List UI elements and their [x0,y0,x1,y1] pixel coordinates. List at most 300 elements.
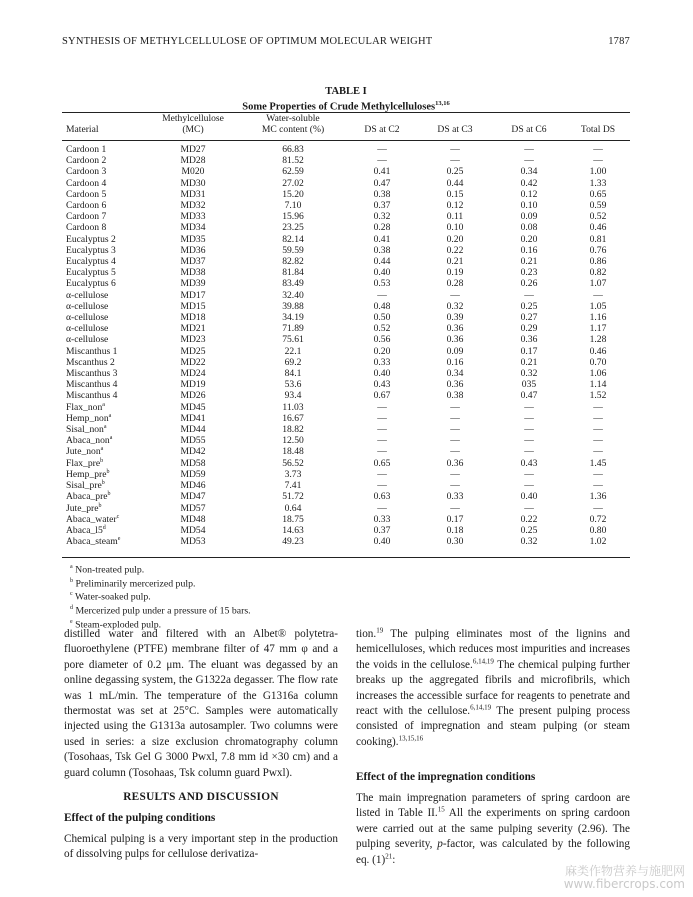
cell-material: Abaca_non$^a$ [66,435,113,447]
footnote-mark: a [109,435,113,442]
cell-c2: — [377,289,387,301]
cell-material: Flax_non$^a$ [66,401,105,413]
cell-c6: 0.17 [520,345,538,357]
cell-c2: 0.33 [373,513,391,525]
cell-material: Cardoon 1 [66,144,107,155]
cell-total: — [593,435,603,447]
cell-mc: MD22 [180,356,206,368]
cell-mc: MD48 [180,513,206,525]
table-row [62,469,630,480]
cell-total: 1.07 [589,278,607,290]
cell-total: 1.16 [589,312,607,324]
table-label: TABLE I [325,86,367,97]
cell-mc: MD17 [180,289,206,301]
cell-ws: 82.14 [282,233,304,245]
table-caption: Some Properties of Crude Methylcelluloses [242,101,436,113]
cell-c2: 0.41 [373,233,391,245]
cell-total: 1.17 [589,323,607,335]
cell-c2: 0.40 [373,267,391,279]
footnote-mark: b [101,479,105,486]
cell-ws: 14.63 [282,524,304,536]
cell-ws: 84.1 [284,368,302,380]
cell-c2: 0.37 [373,200,391,212]
cell-c6: 0.43 [520,457,538,469]
left-paragraph-1: distilled water and filtered with an Albet® polytetra-fluoroethylene (PTFE) membrane filter of 47 mm φ and a pore diameter of 0.2 μm. The eluant was degassed by an online degassing system, the G1322a degasser. The flow rate was 1 mL/min. The temperature of the G1316a column thermostat was set at 25°C. Samples were automatically injected using the G1313a autosampler. Two columns were used in series: a size exclusion chromatography column (Tosohaas, Tsk Gel G 3000 Pwxl, 7.8 mm id ×30 cm) and a guard column (Tosohaas, Tsk column guard Pwxl). [64,628,338,779]
cell-mc: MD59 [180,468,206,480]
table-row [62,234,630,245]
cell-total: 0.65 [589,188,607,200]
left-column-bottom [64,832,338,863]
footnote-mark: a [102,401,105,408]
cell-mc: MD24 [180,368,206,380]
cell-mc: MD27 [180,144,206,155]
cell-c2: 0.28 [373,222,391,234]
cell-ws: 53.6 [284,379,302,391]
cell-c6: 0.34 [520,166,538,178]
cell-c6: 035 [521,379,537,391]
cell-mc: MD26 [180,390,206,402]
cell-total: — [593,424,603,436]
table-row [62,446,630,457]
cell-ws: 15.20 [282,188,304,200]
watermark-line-2: www.fibercrops.com [563,877,685,891]
footnote: $^e$ Steam-exploded pulp. [70,618,162,630]
cell-c6: 0.21 [520,256,538,268]
cell-ws: 11.03 [282,401,304,413]
cell-total: 0.81 [589,233,607,245]
cell-mc: MD41 [180,412,206,424]
table-row [62,458,630,469]
cell-material: Abaca_pre$^b$ [66,491,111,503]
cell-mc: MD28 [180,155,206,167]
table-row [62,402,630,413]
footnote-mark: e [117,535,121,542]
footnote: $^c$ Water-soaked pulp. [70,591,151,603]
cell-c2: — [377,468,387,480]
cell-c3: 0.19 [446,267,464,279]
cell-c2: 0.41 [373,166,391,178]
cell-ws: 69.2 [284,356,302,368]
cell-c6: — [524,435,534,447]
cell-ws: 81.52 [282,155,304,167]
cell-material: Jute_pre$^b$ [66,502,102,514]
cell-c6: 0.32 [520,536,538,548]
cell-c3: 0.18 [446,524,464,536]
footnote-mark: a [103,423,107,430]
cell-material: Cardoon 3 [66,166,107,178]
table-row [62,536,630,547]
footnote-mark: b [98,502,102,509]
footnote-mark: b [107,491,111,498]
table-row [62,301,630,312]
cell-material: Cardoon 5 [66,188,107,200]
cell-total: — [593,502,603,514]
cell-c2: 0.40 [373,536,391,548]
cell-total: 0.46 [589,222,607,234]
cell-c6: 0.20 [520,233,538,245]
cell-mc: MD32 [180,200,206,212]
table-caption-refs: 13,16 [435,100,450,107]
cell-material: Abaca_l5$^d$ [66,524,106,536]
cell-c6: 0.23 [520,267,538,279]
cell-material: Hemp_pre$^b$ [66,468,110,480]
footnote: $^a$ Non-treated pulp. [70,564,145,576]
cell-total: 1.02 [589,536,607,548]
cell-ws: 18.48 [282,446,304,458]
col-header-ds-c2: DS at C2 [364,123,400,135]
cell-total: 0.80 [589,524,607,536]
cell-c3: 0.34 [446,368,464,380]
table-bottom-rule [62,557,630,558]
cell-c3: 0.16 [446,356,464,368]
cell-c6: — [524,480,534,492]
footnote-mark: b [106,468,110,475]
cell-mc: MD34 [180,222,206,234]
cell-ws: 34.19 [282,312,304,324]
table-row [62,323,630,334]
cell-material: α-cellulose [66,312,109,324]
cell-total: 0.70 [589,356,607,368]
cell-c2: 0.38 [373,188,391,200]
cell-c3: 0.28 [446,278,464,290]
cell-c2: — [377,424,387,436]
cell-mc: MD33 [180,211,206,223]
cell-c2: 0.44 [373,256,391,268]
cell-c2: 0.52 [373,323,391,335]
cell-c3: 0.30 [446,536,464,548]
table-row [62,245,630,256]
footnote-mark: a [108,412,112,419]
watermark-line-1: 麻类作物营养与施肥网 [564,864,685,878]
cell-c6: — [524,424,534,436]
cell-mc: MD38 [180,267,206,279]
cell-ws: 83.49 [282,278,304,290]
cell-c2: 0.67 [373,390,391,402]
cell-ws: 22.1 [284,345,302,357]
cell-total: 0.76 [589,244,607,256]
right-paragraph-1: tion.$^{19}$ The pulping eliminates most of the lignins and hemicelluloses, which reduces most impurities and increases the voids in the cellulose.$^{6,14,19}$ The chemical pulping further breaks up the aggregated fibrils and microfibrils, which increases the accessible surface for reagents to penetrate and react with the cellulose.$^{6,14,19}$ The present pulping process consisted of impregnation and steam pulping (or steam cooking).$^{13,15,16}$ [356,626,630,748]
cell-mc: MD54 [180,524,206,536]
table-row [62,480,630,491]
cell-mc: MD39 [180,278,206,290]
cell-c6: — [524,289,534,301]
table-row [62,390,630,401]
table-row [62,525,630,536]
cell-c3: — [450,401,460,413]
cell-total: 1.45 [589,457,607,469]
footnote-mark: d [102,524,106,531]
cell-c6: 0.25 [520,300,538,312]
cell-total: — [593,289,603,301]
cell-ws: 18.82 [282,424,304,436]
cell-ws: 0.64 [284,502,302,514]
table-row [62,334,630,345]
cell-total: 1.33 [589,177,607,189]
cell-c6: — [524,412,534,424]
cell-c3: 0.11 [446,211,464,223]
cell-mc: M020 [181,166,205,178]
cell-c3: 0.32 [446,300,464,312]
col-header-ds-c6: DS at C6 [511,123,547,135]
cell-c3: 0.22 [446,244,464,256]
cell-total: — [593,446,603,458]
left-column-text [64,627,338,781]
cell-material: Eucalyptus 5 [66,267,116,279]
cell-c6: 0.32 [520,368,538,380]
cell-ws: 51.72 [282,491,304,503]
table-row [62,189,630,200]
cell-material: α-cellulose [66,323,109,335]
cell-ws: 75.61 [282,334,304,346]
cell-c3: — [450,155,460,167]
cell-c6: 0.16 [520,244,538,256]
cell-mc: MD44 [180,424,206,436]
cell-c3: — [450,289,460,301]
table-row [62,256,630,267]
cell-material: Miscanthus 4 [66,390,118,402]
cell-material: Cardoon 6 [66,200,107,212]
table-row [62,379,630,390]
cell-c6: — [524,502,534,514]
cell-c6: 0.09 [520,211,538,223]
cell-total: 0.82 [589,267,607,279]
cell-total: 0.46 [589,345,607,357]
cell-c2: 0.43 [373,379,391,391]
cell-ws: 23.25 [282,222,304,234]
cell-mc: MD47 [180,491,206,503]
cell-c2: — [377,446,387,458]
cell-c6: 0.29 [520,323,538,335]
cell-c6: 0.42 [520,177,538,189]
cell-mc: MD58 [180,457,206,469]
cell-c2: — [377,502,387,514]
cell-c2: 0.53 [373,278,391,290]
cell-mc: MD31 [180,188,206,200]
cell-ws: 81.84 [282,267,304,279]
cell-c6: 0.36 [520,334,538,346]
cell-c3: — [450,468,460,480]
cell-material: α-cellulose [66,289,109,301]
cell-c2: 0.37 [373,524,391,536]
cell-c6: — [524,144,534,155]
cell-c3: 0.33 [446,491,464,503]
table-footnotes [70,562,251,630]
cell-ws: 66.83 [282,144,304,155]
cell-mc: MD19 [180,379,206,391]
cell-c6: 0.12 [520,188,538,200]
table-row [62,166,630,177]
running-header [62,36,630,47]
col-header-total-ds: Total DS [580,123,616,135]
cell-material: Cardoon 4 [66,177,107,189]
cell-material: Sisal_pre$^b$ [66,479,105,492]
cell-total: 1.00 [589,166,607,178]
cell-c3: 0.44 [446,177,464,189]
cell-c6: 0.25 [520,524,538,536]
table-row [62,267,630,278]
cell-mc: MD15 [180,300,206,312]
cell-c2: — [377,144,387,155]
cell-c2: 0.50 [373,312,391,324]
cell-material: Flax_pre$^b$ [66,457,104,469]
cell-c3: — [450,446,460,458]
right-column-text [356,627,630,750]
cell-material: Abaca_steam$^e$ [66,535,121,548]
cell-material: Cardoon 8 [66,222,107,234]
results-heading: RESULTS AND DISCUSSION [123,791,279,803]
cell-c6: 0.21 [520,356,538,368]
cell-c3: 0.12 [446,200,464,212]
cell-ws: 49.23 [282,536,304,548]
table-row [62,290,630,301]
cell-mc: MD25 [180,345,206,357]
table-title [62,86,630,114]
table-header-rule [62,140,630,141]
table-row [62,155,630,166]
table-row [62,424,630,435]
cell-total: 0.72 [589,513,607,525]
cell-c3: 0.21 [446,256,464,268]
col-header-ds-c3: DS at C3 [437,123,473,135]
cell-total: 1.28 [589,334,607,346]
cell-c6: 0.22 [520,513,538,525]
cell-material: Abaca_water$^c$ [66,513,120,525]
cell-c2: — [377,480,387,492]
cell-material: Sisal_non$^a$ [66,423,107,436]
left-paragraph-2: Chemical pulping is a very important step in the production of dissolving pulps for cellulose derivatiza- [64,833,338,861]
cell-c6: — [524,468,534,480]
cell-c3: 0.39 [446,312,464,324]
cell-c3: 0.36 [446,323,464,335]
running-title: SYNTHESIS OF METHYLCELLULOSE OF OPTIMUM MOLECULAR WEIGHT [62,36,433,47]
cell-total: — [593,412,603,424]
cell-mc: MD53 [180,536,206,548]
cell-c3: 0.38 [446,390,464,402]
footnote: $^d$ Mercerized pulp under a pressure of 15 bars. [70,605,251,617]
table-row [62,346,630,357]
cell-c3: 0.09 [446,345,464,357]
cell-c2: 0.47 [373,177,391,189]
cell-c3: — [450,424,460,436]
cell-c6: 0.10 [520,200,538,212]
cell-mc: MD35 [180,233,206,245]
cell-ws: 7.41 [284,480,302,492]
cell-material: Eucalyptus 2 [66,233,116,245]
cell-total: 1.14 [589,379,607,391]
cell-c2: 0.40 [373,368,391,380]
table-body [62,138,630,547]
cell-mc: MD21 [180,323,206,335]
cell-c3: 0.20 [446,233,464,245]
right-column-bottom [356,791,630,868]
right-paragraph-2: The main impregnation parameters of spring cardoon are listed in Table II.$^{15}$ All the experiments on spring cardoon were carried out at the same pulping severity (2.96). The pulping severity, p-factor, was calculated by the following eq. $(1)^{21}$: [356,792,631,866]
cell-c2: 0.48 [373,300,391,312]
cell-material: Eucalyptus 6 [66,278,116,290]
cell-mc: MD18 [180,312,206,324]
cell-material: Cardoon 7 [66,211,107,223]
cell-material: α-cellulose [66,334,109,346]
cell-total: 0.52 [589,211,607,223]
cell-ws: 82.82 [282,256,304,268]
cell-c2: — [377,401,387,413]
table-top-rule [62,112,630,113]
footnote-mark: a [100,446,104,453]
cell-c2: 0.38 [373,244,391,256]
table-row [62,503,630,514]
cell-ws: 16.67 [282,412,304,424]
cell-c6: — [524,401,534,413]
impregnation-heading: Effect of the impregnation conditions [356,771,536,783]
cell-ws: 59.59 [282,244,304,256]
table-row [62,435,630,446]
cell-material: Miscanthus 4 [66,379,118,391]
effect-pulping-heading: Effect of the pulping conditions [64,812,216,824]
cell-ws: 39.88 [282,300,304,312]
cell-total: 1.05 [589,300,607,312]
cell-material: Eucalyptus 4 [66,256,116,268]
cell-mc: MD30 [180,177,206,189]
cell-total: — [593,401,603,413]
table-row [62,491,630,502]
cell-c2: 0.65 [373,457,391,469]
table-row [62,368,630,379]
cell-c3: 0.36 [446,457,464,469]
cell-material: α-cellulose [66,300,109,312]
footnote-mark: c [116,513,120,520]
cell-mc: MD37 [180,256,206,268]
table-row [62,514,630,525]
cell-material: Jute_non$^a$ [66,446,104,458]
page-number: 1787 [608,36,630,47]
cell-mc: MD57 [180,502,206,514]
cell-c6: 0.47 [520,390,538,402]
cell-c3: 0.17 [446,513,464,525]
table-header-row [62,114,630,138]
cell-ws: 32.40 [282,289,304,301]
cell-c3: — [450,480,460,492]
cell-c2: 0.33 [373,356,391,368]
cell-mc: MD45 [180,401,206,413]
cell-material: Hemp_non$^a$ [66,412,112,424]
cell-mc: MD55 [180,435,206,447]
cell-mc: MD36 [180,244,206,256]
col-header-material: Material [66,123,99,135]
cell-c3: 0.36 [446,334,464,346]
cell-c2: 0.32 [373,211,391,223]
cell-c6: 0.26 [520,278,538,290]
cell-total: — [593,155,603,167]
cell-mc: MD46 [180,480,206,492]
cell-ws: 93.4 [284,390,302,402]
cell-material: Cardoon 2 [66,155,107,167]
cell-ws: 3.73 [284,468,302,480]
footnote-mark: b [100,457,104,464]
cell-total: — [593,468,603,480]
cell-c2: 0.63 [373,491,391,503]
cell-c3: 0.36 [446,379,464,391]
col-header-water-soluble: Water-soluble MC content (%) [261,113,325,135]
table-row [62,222,630,233]
cell-ws: 62.59 [282,166,304,178]
cell-total: — [593,144,603,155]
cell-c2: — [377,435,387,447]
cell-total: 1.52 [589,390,607,402]
cell-c2: 0.20 [373,345,391,357]
cell-c3: 0.10 [446,222,464,234]
cell-c6: 0.27 [520,312,538,324]
cell-c2: — [377,412,387,424]
cell-material: Eucalyptus 3 [66,244,116,256]
